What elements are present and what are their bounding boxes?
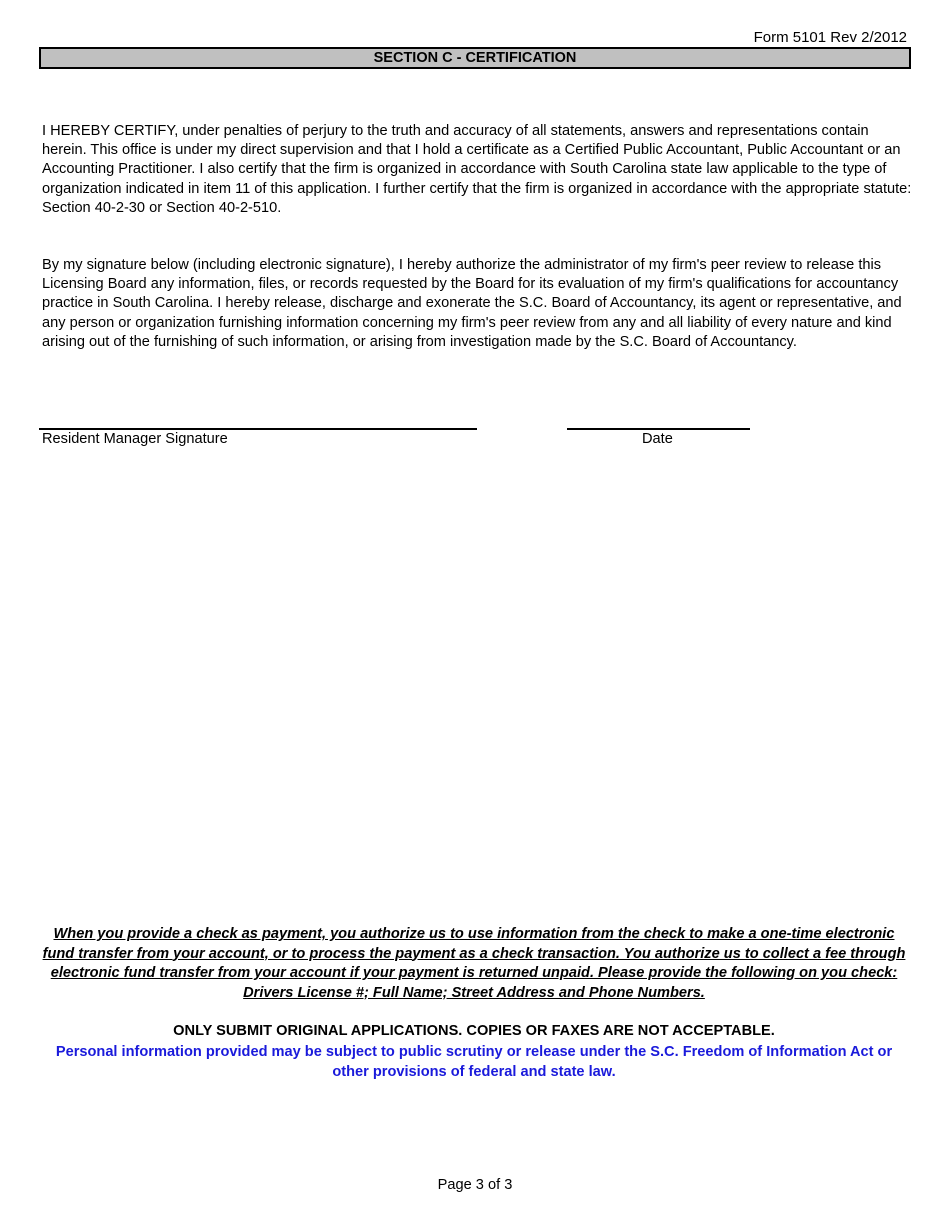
- authorization-paragraph: By my signature below (including electronic signature), I hereby authorize the administrator of my firm's peer review to release this Licensing Board any information, files, or records requested by the Board for its evaluation of my firm's qualifications for accountancy practice in South Carolina. I hereby release, discharge and exonerate the S.C. Board of Accountancy, its agent or representative, and any person or organization furnishing information concerning my firm's peer review from any and all liability of every nature and kind arising out of the furnishing of such information, or arising from investigation made by the S.C. Board of Accountancy.: [42, 257, 902, 350]
- original-applications-notice: ONLY SUBMIT ORIGINAL APPLICATIONS. COPIES OR FAXES ARE NOT ACCEPTABLE.: [173, 1023, 775, 1039]
- freedom-of-information-notice: Personal information provided may be subject to public scrutiny or release under the S.C. Freedom of Information Act or other provisions of federal and state law.: [55, 1044, 893, 1080]
- form-number: Form 5101 Rev 2/2012: [753, 29, 907, 46]
- payment-notice: When you provide a check as payment, you authorize us to use information from the check to make a one-time electronic fund transfer from your account, or to process the payment as a check transaction. You authorize us to collect a fee through electronic fund transfer from your account if your payment is returned unpaid. Please provide the following on you check: Drivers License #; Full Name; Street Address and Phone Numbers.: [42, 926, 906, 1001]
- date-label: Date: [642, 431, 673, 447]
- page-number: Page 3 of 3: [437, 1177, 513, 1193]
- signature-label: Resident Manager Signature: [42, 431, 228, 447]
- section-header: SECTION C - CERTIFICATION: [39, 47, 911, 69]
- certification-paragraph: I HEREBY CERTIFY, under penalties of perjury to the truth and accuracy of all statements, answers and representations contain herein. This office is under my direct supervision and that I hold a certificate as a Certified Public Accountant, Public Accountant or an Accounting Practitioner. I also certify that the firm is organized in accordance with South Carolina state law applicable to the type of organization indicated in item 11 of this application. I further certify that the firm is organized in accordance with the appropriate statute: Section 40-2-30 or Section 40-2-510.: [42, 123, 912, 216]
